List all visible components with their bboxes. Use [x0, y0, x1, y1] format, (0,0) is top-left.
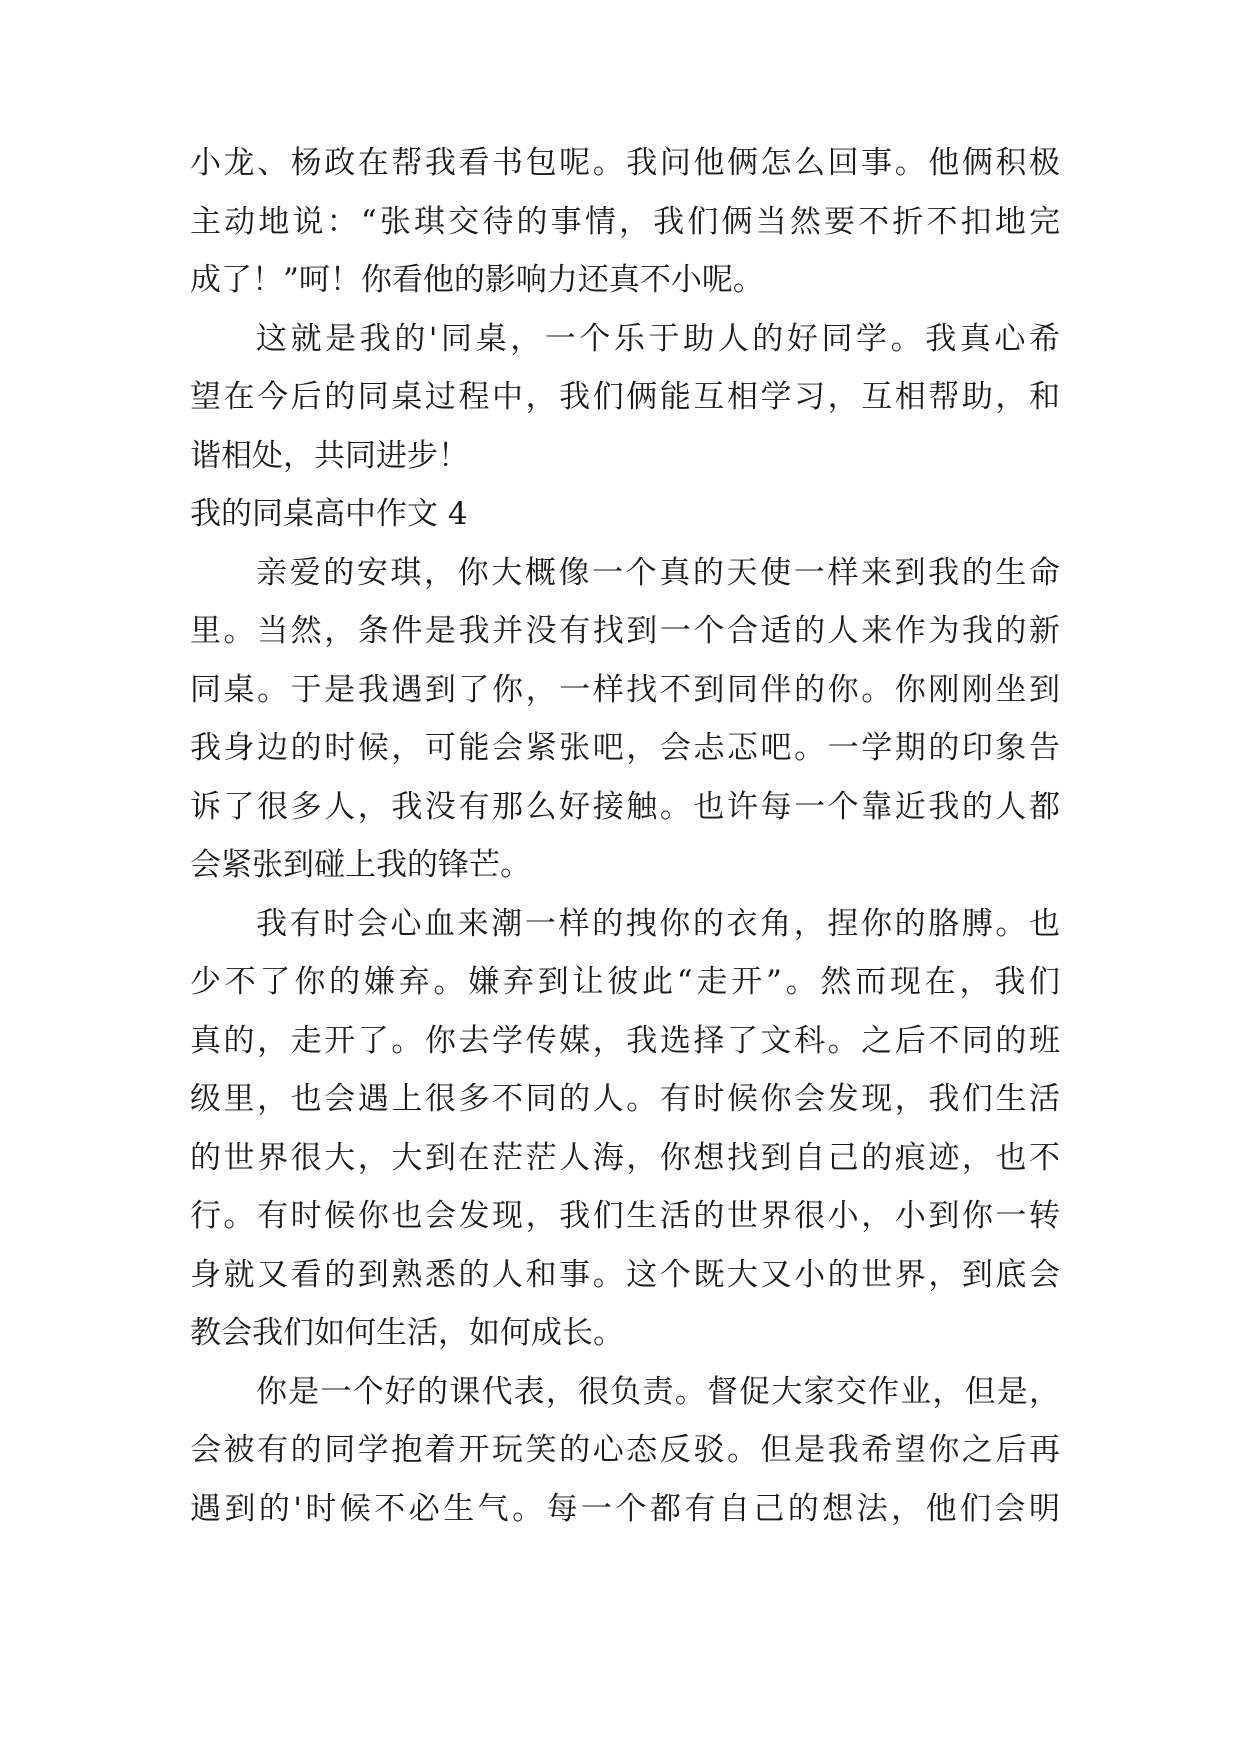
paragraph	[190, 134, 1060, 310]
paragraph	[190, 1363, 1060, 1539]
text-line: 望在今后的同桌过程中，我们俩能互相学习，互相帮助，和	[190, 379, 1060, 415]
text-line: 真的，走开了。你去学传媒，我选择了文科。之后不同的班	[190, 1022, 1060, 1059]
text-line: 级里，也会遇上很多不同的人。有时候你会发现，我们生活	[190, 1081, 1060, 1117]
text-line: 这就是我的'同桌，一个乐于助人的好同学。我真心希	[256, 320, 1060, 357]
text-line: 的世界很大，大到在茫茫人海，你想找到自己的痕迹，也不	[190, 1139, 1060, 1176]
section-heading: 我的同桌高中作文 4	[190, 496, 468, 532]
text-line: 里。当然，条件是我并没有找到一个合适的人来作为我的新	[190, 613, 1060, 649]
text-line: 少不了你的嫌弃。嫌弃到让彼此“走开”。然而现在，我们	[190, 964, 1060, 1000]
text-line: 我有时会心血来潮一样的拽你的衣角，捏你的胳膊。也	[256, 905, 1060, 942]
text-line: 遇到的'时候不必生气。每一个都有自己的想法，他们会明	[190, 1490, 1060, 1527]
paragraph	[190, 310, 1060, 486]
text-line: 身就又看的到熟悉的人和事。这个既大又小的世界，到底会	[190, 1256, 1060, 1293]
text-line: 诉了很多人，我没有那么好接触。也许每一个靠近我的人都	[190, 788, 1060, 825]
text-line: 会紧张到碰上我的锋芒。	[190, 847, 531, 883]
text-line: 小龙、杨政在帮我看书包呢。我问他俩怎么回事。他俩积极	[190, 145, 1060, 181]
text-line: 主动地说：“张琪交待的事情，我们俩当然要不折不扣地完	[190, 203, 1060, 240]
paragraph	[190, 544, 1060, 895]
paragraph	[190, 895, 1060, 1363]
text-line: 亲爱的安琪，你大概像一个真的天使一样来到我的生命	[256, 554, 1060, 591]
text-line: 谐相处，共同进步！	[190, 437, 469, 474]
text-line: 同桌。于是我遇到了你，一样找不到同伴的你。你刚刚坐到	[190, 671, 1060, 708]
text-line: 教会我们如何生活，如何成长。	[190, 1315, 624, 1351]
text-line: 会被有的同学抱着开玩笑的心态反驳。但是我希望你之后再	[190, 1432, 1060, 1468]
document-body	[190, 134, 1060, 1538]
text-line: 你是一个好的课代表，很负责。督促大家交作业，但是，	[256, 1373, 1060, 1410]
text-line: 成了！”呵！你看他的影响力还真不小呢。	[190, 262, 764, 298]
text-line: 我身边的时候，可能会紧张吧，会忐忑吧。一学期的印象告	[190, 730, 1060, 766]
text-line: 行。有时候你也会发现，我们生活的世界很小，小到你一转	[190, 1198, 1060, 1234]
